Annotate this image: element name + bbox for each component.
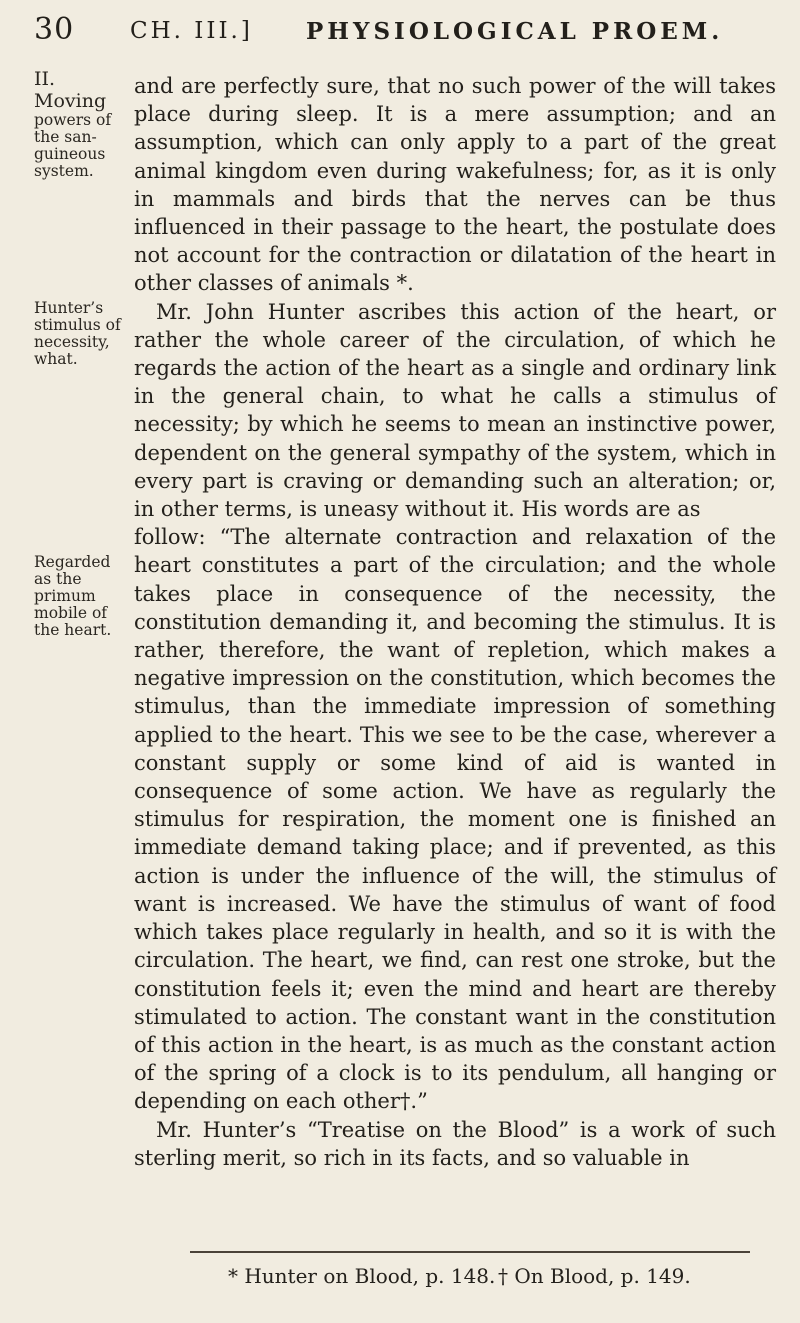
paragraph xyxy=(134,298,776,524)
paragraph xyxy=(134,72,776,298)
margin-note-lead: II. Moving xyxy=(34,68,107,112)
paragraph-first-line: and are perfectly sure, that no such power of the will takes xyxy=(134,74,776,98)
margin-note-hunters-stimulus xyxy=(34,300,130,368)
paragraph-text: Mr. Hunter’s “Treatise on the Blood” is a work of such sterling merit, so rich in its facts, and so valuable in xyxy=(134,1117,776,1170)
margin-note-text: Hunter’s stimulus of necessity, what. xyxy=(34,299,121,368)
running-title: PHYSIOLOGICAL PROEM. xyxy=(306,18,724,45)
margin-note-text: powers of the san-guineous system. xyxy=(34,111,112,180)
paragraph xyxy=(134,523,776,1115)
margin-note-moving-powers xyxy=(34,68,130,180)
footnote: * Hunter on Blood, p. 148. xyxy=(228,1264,496,1288)
chapter-label: CH. III.] xyxy=(130,18,253,44)
paragraph xyxy=(134,1116,776,1172)
paragraph-text: follow: “The alternate contraction and relaxation of the heart constitutes a part of the circulation; and the whole takes place in consequence of the necessity, the constitution demanding it, and becoming the stimulus. It is rather, therefore, the want of repletion, which makes a negative impression on the constitution, which becomes the stimulus, than the immediate impression of something applied to the heart. This we see to be the case, wherever a constant supply or some kind of aid is wanted in consequence of some action. We have as regularly the stimulus for respiration, the moment one is finished an immediate demand taking place; and if prevented, as this action is under the influence of the will, the stimulus of want is increased. We have the stimulus of want of food which takes place regularly in health, and so it is with the circulation. The heart, we find, can rest one stroke, but the constitution feels it; even the mind and heart are thereby stimulated to action. The constant want in the constitution of this action in the heart, is as much as the constant action of the spring of a clock is to its pendulum, all hanging or depending on each other†.” xyxy=(134,525,776,1114)
margin-note-primum-mobile xyxy=(34,554,130,639)
margin-note-text: Regarded as the primum mobile of the heart. xyxy=(34,553,112,639)
page-header xyxy=(0,8,800,48)
paragraph-text: Mr. John Hunter ascribes this action of the heart, or rather the whole career of the circulation, of which he regards the action of the heart as a single and ordinary link in the general chain, to what he calls a stimulus of necessity; by which he seems to mean an instinctive power, dependent on the general sympathy of the system, which in every part is craving or demanding such an alteration; or, in other terms, is uneasy without it. His words are as xyxy=(134,299,776,522)
paragraph-text: place during sleep. It is a mere assumption; and an assumption, which can only apply to a part of the great animal kingdom even during wakefulness; for, as it is only in mammals and birds that the nerves can be thus influenced in their passage to the heart, the postulate does not account for the contraction or dilatation of the heart in other classes of animals *. xyxy=(134,102,776,296)
body-text xyxy=(134,72,776,1172)
page-number: 30 xyxy=(34,12,75,47)
footnote: † On Blood, p. 149. xyxy=(498,1264,691,1288)
footnote-divider xyxy=(190,1251,750,1253)
